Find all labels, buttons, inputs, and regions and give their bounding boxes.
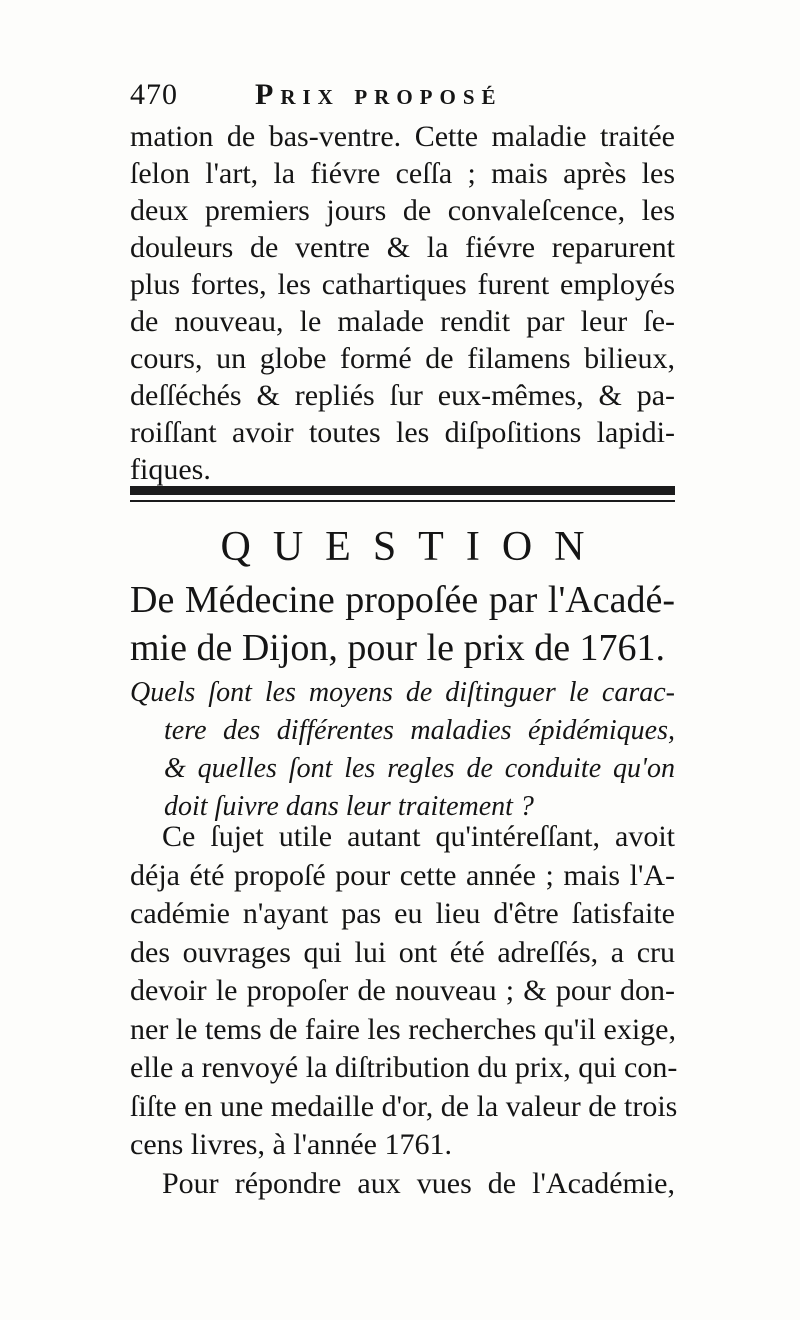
- text-line: ner le tems de faire les recherches qu'il exige,: [130, 1012, 676, 1046]
- continued-paragraph: [130, 118, 675, 488]
- text-line: devoir le propoſer de nouveau ; & pour don-: [130, 974, 675, 1007]
- text-line: cadémie n'ayant pas eu lieu d'être ſatisfaite: [130, 897, 675, 930]
- text-line: plus fortes, les cathartiques furent employés: [130, 268, 675, 301]
- section-heading: QUESTION: [220, 524, 607, 570]
- text-line: cours, un globe formé de filamens bilieux,: [130, 342, 675, 375]
- text-line: des ouvrages qui lui ont été adreſſés, a cru: [130, 935, 675, 969]
- question-line: Quels ſont les moyens de diſtinguer le carac-: [130, 677, 675, 708]
- section-divider-thick: [130, 486, 675, 495]
- text-line: roiſſant avoir toutes les diſpoſitions lapidi-: [130, 416, 675, 449]
- text-line: fiques.: [130, 453, 211, 486]
- subtitle-line: mie de Dijon, pour le prix de 1761.: [130, 627, 666, 669]
- text-line: deux premiers jours de convaleſcence, les: [130, 194, 675, 227]
- question-line: tere des différentes maladies épidémiques,: [164, 715, 675, 746]
- text-line: Ce ſujet utile autant qu'intéreſſant, avoit: [162, 820, 675, 853]
- subtitle-line: De Médecine propoſée par l'Acadé-: [130, 579, 675, 621]
- text-line: ſiſte en une medaille d'or, de la valeur de trois: [130, 1089, 678, 1123]
- text-line: deſſéchés & repliés ſur eux-mêmes, & pa-: [130, 379, 675, 412]
- text-line: de nouveau, le malade rendit par leur ſe-: [130, 305, 675, 338]
- question-line: & quelles ſont les regles de conduite qu'on: [164, 753, 675, 784]
- question-subtitle: [130, 576, 675, 672]
- body-paragraph: [130, 818, 678, 1203]
- page-number: 470: [130, 78, 178, 111]
- text-line: douleurs de ventre & la fiévre reparurent: [130, 231, 675, 264]
- text-line: Pour répondre aux vues de l'Académie,: [162, 1166, 675, 1200]
- running-head: Prix proposé: [255, 78, 503, 111]
- text-line: cens livres, à l'année 1761.: [130, 1128, 452, 1161]
- page-header: [130, 78, 690, 118]
- section-divider-thin: [130, 500, 675, 502]
- text-line: mation de bas-ventre. Cette maladie traitée: [130, 120, 675, 153]
- question-text: [130, 674, 675, 826]
- text-line: elle a renvoyé la diſtribution du prix, qui con-: [130, 1051, 678, 1084]
- text-line: déja été propoſé pour cette année ; mais l'A-: [130, 858, 675, 892]
- text-line: ſelon l'art, la fiévre ceſſa ; mais après les: [130, 157, 675, 190]
- question-line: doit ſuivre dans leur traitement ?: [164, 791, 534, 822]
